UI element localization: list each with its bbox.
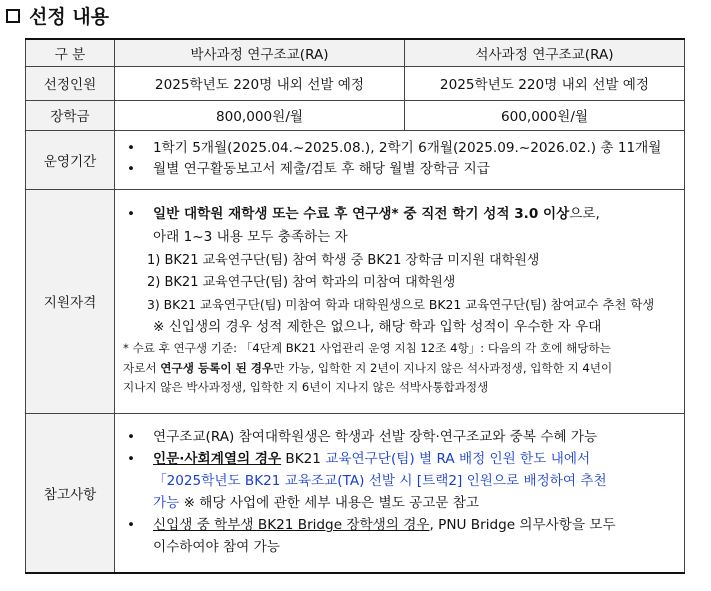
reference-content xyxy=(115,413,685,573)
row-label-period: 운영기간 xyxy=(26,130,115,189)
eligibility-note-b: 자로서 연구생 등록이 된 경우만 가능, 입학한 지 2년이 지나지 않은 석사과정생, 입학한 지 4년이 xyxy=(123,360,613,375)
eligibility-item-3: 3) BK21 교육연구단(팀) 미참여 학과 대학원생으로 BK21 교육연구단(팀) 참여교수 추천 학생 xyxy=(147,297,655,313)
list-item: • 1학기 5개월(2025.04.~2025.08.), 2학기 6개월(2025.09.~2026.02.) 총 11개월 xyxy=(127,139,662,156)
header-ms: 석사과정 연구조교(RA) xyxy=(405,39,685,66)
table-row xyxy=(26,100,685,130)
row-label-selection: 선정인원 xyxy=(26,66,115,100)
eligibility-note-c: 지나지 않은 박사과정생, 입학한 지 6년이 지나지 않은 석박사통합과정생 xyxy=(123,380,489,395)
table-row xyxy=(26,130,685,189)
scholarship-phd: 800,000원/월 xyxy=(115,100,405,130)
list-item: • 월별 연구활동보고서 제출/검토 후 해당 월별 장학금 지급 xyxy=(127,161,490,177)
section-title xyxy=(6,2,109,29)
eligibility-item-1: 1) BK21 교육연구단(팀) 참여 학생 중 BK21 장학금 미지원 대학원생 xyxy=(147,252,540,268)
eligibility-line2: 아래 1~3 내용 모두 충족하는 자 xyxy=(153,229,348,246)
eligibility-note-a: * 수료 후 연구생 기준: 「4단계 BK21 사업관리 운영 지침 12조 4항」: 다음의 각 호에 해당하는 xyxy=(123,341,611,356)
list-item: • 인문·사회계열의 경우 BK21 교육연구단(팀) 별 RA 배정 인원 한도 내에서 「2025학년도 BK21 교육조교(TA) 선발 시 [트랙2] 인원으로 배정하여 추천 가능 ※ 해당 사업에 관한 세부 내용은 별도 공고문 참고 xyxy=(127,451,607,512)
eligibility-content xyxy=(115,189,685,413)
section-title-text: 선정 내용 xyxy=(29,6,110,28)
list-item: • 연구조교(RA) 참여대학원생은 학생과 선발 장학·연구조교와 중복 수혜 가능 xyxy=(127,429,598,446)
period-content xyxy=(115,130,685,189)
checkbox-square-icon xyxy=(6,9,20,23)
selection-phd: 2025학년도 220명 내외 선발 예정 xyxy=(115,66,405,100)
scholarship-ms: 600,000원/월 xyxy=(405,100,685,130)
table-row xyxy=(26,66,685,100)
selection-table xyxy=(25,38,685,574)
row-label-reference: 참고사항 xyxy=(26,413,115,573)
list-item: • 신입생 중 학부생 BK21 Bridge 장학생의 경우, PNU Bridge 의무사항을 모두 이수하여야 참여 가능 xyxy=(127,517,616,556)
header-category: 구 분 xyxy=(26,39,115,66)
row-label-eligibility: 지원자격 xyxy=(26,189,115,413)
table-row xyxy=(26,189,685,413)
table-header-row xyxy=(26,39,685,66)
list-item: • 일반 대학원 재학생 또는 수료 후 연구생* 중 직전 학기 성적 3.0 이상으로, xyxy=(127,205,600,222)
row-label-scholarship: 장학금 xyxy=(26,100,115,130)
eligibility-remark: ※ 신입생의 경우 성적 제한은 없으나, 해당 학과 입학 성적이 우수한 자 우대 xyxy=(153,318,602,335)
eligibility-item-2: 2) BK21 교육연구단(팀) 참여 학과의 미참여 대학원생 xyxy=(147,274,456,290)
table-row xyxy=(26,413,685,573)
selection-ms: 2025학년도 220명 내외 선발 예정 xyxy=(405,66,685,100)
header-phd: 박사과정 연구조교(RA) xyxy=(115,39,405,66)
